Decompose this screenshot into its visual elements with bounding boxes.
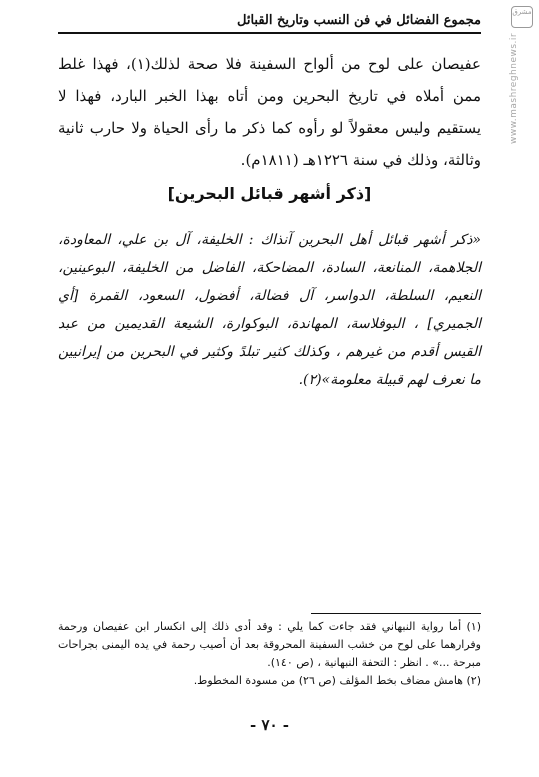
body-paragraph-2: «ذكر أشهر قبائل أهل البحرين آنذاك : الخليفة، آل بن علي، المعاودة، الجلاهمة، المنانعة، السادة، المضاحكة، الفاضل من الخليفة، البوعينين، النعيم، السلطة، الدواسر، آل فضالة، أفضول، السعود، القمرة [أي الجميري] ، البوفلاسة، المهاندة، البوكوارة، الشيعة القديمين من عبد القيس أقدم من غيرهم ، وكذلك كثير تبلدً وكثير في البحرين من إيرانيين ما نعرف لهم قبيلة معلومة»(٢). — [58, 232, 481, 388]
section-title: [ذكر أشهر قبائل البحرين] — [167, 184, 372, 203]
watermark — [509, 6, 535, 146]
footnote-divider — [311, 613, 481, 614]
watermark-url: www.mashreghnews.ir — [509, 32, 519, 144]
running-header: مجموع الفضائل في فن النسب وتاريخ القبائل — [58, 10, 481, 34]
page-number: - ٧٠ - — [249, 716, 290, 734]
watermark-logo-icon: مشرق — [511, 6, 533, 28]
footnote-1: (١) أما رواية النبهاني فقد جاءت كما يلي : وقد أدى ذلك إلى انكسار ابن عفيصان ورحمة وفرارهما على لوح من خشب السفينة المحروقة بعد أن أصيب رحمة في يده اليمنى بجراحات مبرحة ...» . انظر : التحفة النبهانية ، (ص ١٤٠). — [58, 620, 481, 669]
body-paragraph-1: عفيصان على لوح من ألواح السفينة فلا صحة لذلك(١)، فهذا غلط ممن أملاه في تاريخ البحرين ومن أتاه بهذا الخبر البارد، فهذا لا يستقيم وليس معقولاً لو رأوه كما ذكر ما رأى الحياة ولا حارب ثانية وثالثة، وذلك في سنة ١٢٢٦هـ (١٨١١م). — [58, 55, 482, 169]
footnotes — [58, 618, 481, 690]
footnote-2: (٢) هامش مضاف بخط المؤلف (ص ٢٦) من مسودة المخطوط. — [193, 674, 481, 687]
